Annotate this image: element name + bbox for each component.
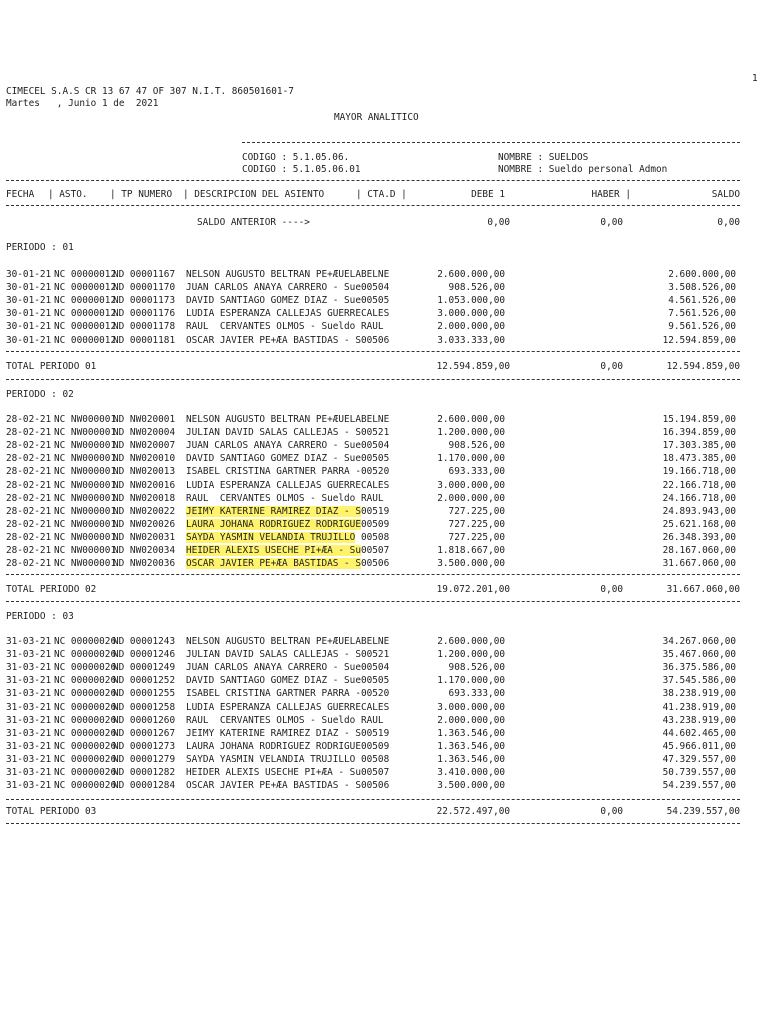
cell-tp-numero: ND NW020001 (113, 414, 176, 425)
cell-fecha: 31-03-21 (6, 649, 52, 660)
cell-descripcion: NELSON AUGUSTO BELTRAN PE+ÆUELA (186, 414, 361, 425)
cell-fecha: 30-01-21 (6, 321, 52, 332)
cell-descripcion: SAYDA YASMIN VELANDIA TRUJILLO (186, 532, 356, 543)
cell-fecha: 30-01-21 (6, 295, 52, 306)
cell-asto: NC NW000001 (54, 532, 117, 543)
cell-fecha: 28-02-21 (6, 440, 52, 451)
cell-saldo: 43.238.919,00 (662, 715, 736, 726)
cell-descripcion: JULIAN DAVID SALAS CALLEJAS - S (186, 649, 361, 660)
cell-tp-numero: ND NW020018 (113, 493, 176, 504)
cell-cta: 00519 (361, 728, 390, 739)
cell-saldo: 31.667.060,00 (662, 558, 736, 569)
period-label: PERIODO : 02 (6, 389, 74, 400)
cell-tp-numero: ND 00001176 (113, 308, 176, 319)
total-debe: 12.594.859,00 (436, 361, 510, 372)
cell-saldo: 41.238.919,00 (662, 702, 736, 713)
account-name-2: NOMBRE : Sueldo personal Admon (498, 164, 668, 175)
account-name-1: NOMBRE : SUELDOS (498, 152, 589, 163)
cell-fecha: 30-01-21 (6, 308, 52, 319)
cell-tp-numero: ND 00001173 (113, 295, 176, 306)
cell-asto: NC 00000012 (54, 282, 117, 293)
cell-saldo: 35.467.060,00 (662, 649, 736, 660)
period-label: PERIODO : 03 (6, 611, 74, 622)
cell-cta: CALES (361, 702, 390, 713)
cell-debe: 2.600.000,00 (437, 269, 505, 280)
cell-fecha: 31-03-21 (6, 675, 52, 686)
cell-fecha: 28-02-21 (6, 519, 52, 530)
total-saldo: 12.594.859,00 (666, 361, 740, 372)
cell-asto: NC NW000001 (54, 427, 117, 438)
cell-cta: 00507 (361, 767, 390, 778)
cell-asto: NC 00000026 (54, 754, 117, 765)
cell-fecha: 31-03-21 (6, 715, 52, 726)
cell-descripcion: LAURA JOHANA RODRIGUEZ RODRIGUE (186, 519, 361, 530)
cell-saldo: 15.194.859,00 (662, 414, 736, 425)
cell-cta: 00504 (361, 282, 390, 293)
divider (6, 379, 740, 380)
cell-tp-numero: ND 00001243 (113, 636, 176, 647)
cell-fecha: 28-02-21 (6, 545, 52, 556)
account-code-2: CODIGO : 5.1.05.06.01 (242, 164, 361, 175)
cell-asto: NC 00000026 (54, 649, 117, 660)
total-debe: 22.572.497,00 (436, 806, 510, 817)
cell-descripcion: LUDIA ESPERANZA CALLEJAS GUERRE (186, 480, 361, 491)
cell-saldo: 3.508.526,00 (668, 282, 736, 293)
cell-saldo: 17.303.385,00 (662, 440, 736, 451)
cell-tp-numero: ND 00001255 (113, 688, 176, 699)
cell-asto: NC NW000001 (54, 558, 117, 569)
cell-tp-numero: ND 00001282 (113, 767, 176, 778)
cell-fecha: 31-03-21 (6, 662, 52, 673)
divider (6, 799, 740, 800)
cell-debe: 3.000.000,00 (437, 702, 505, 713)
cell-asto: NC NW000001 (54, 453, 117, 464)
header-cta: | CTA.D | (356, 189, 407, 200)
cell-fecha: 31-03-21 (6, 702, 52, 713)
saldo-anterior-haber: 0,00 (600, 217, 623, 228)
cell-debe: 908.526,00 (448, 440, 505, 451)
total-saldo: 31.667.060,00 (666, 584, 740, 595)
cell-fecha: 31-03-21 (6, 780, 52, 791)
cell-tp-numero: ND NW020010 (113, 453, 176, 464)
cell-saldo: 16.394.859,00 (662, 427, 736, 438)
cell-asto: NC 00000026 (54, 715, 117, 726)
cell-saldo: 37.545.586,00 (662, 675, 736, 686)
period-label: PERIODO : 01 (6, 242, 74, 253)
cell-cta: 00519 (361, 506, 390, 517)
header-debe: DEBE 1 (471, 189, 505, 200)
cell-fecha: 28-02-21 (6, 414, 52, 425)
cell-debe: 3.000.000,00 (437, 480, 505, 491)
cell-asto: NC NW000001 (54, 493, 117, 504)
cell-asto: NC 00000012 (54, 269, 117, 280)
cell-cta: 00505 (361, 675, 390, 686)
cell-descripcion: JUAN CARLOS ANAYA CARRERO - Sue (186, 440, 361, 451)
cell-descripcion: HEIDER ALEXIS USECHE PI+ÆA - Su (186, 545, 361, 556)
cell-asto: NC NW000001 (54, 440, 117, 451)
cell-saldo: 45.966.011,00 (662, 741, 736, 752)
cell-fecha: 31-03-21 (6, 754, 52, 765)
cell-saldo: 47.329.557,00 (662, 754, 736, 765)
cell-asto: NC 00000026 (54, 728, 117, 739)
cell-saldo: 54.239.557,00 (662, 780, 736, 791)
cell-asto: NC 00000026 (54, 675, 117, 686)
cell-cta: 00509 (361, 519, 390, 530)
cell-cta: 00506 (361, 558, 390, 569)
cell-cta: 00506 (361, 780, 390, 791)
cell-debe: 3.410.000,00 (437, 767, 505, 778)
cell-descripcion: NELSON AUGUSTO BELTRAN PE+ÆUELA (186, 269, 361, 280)
cell-saldo: 7.561.526,00 (668, 308, 736, 319)
cell-cta: 00521 (361, 649, 390, 660)
cell-saldo: 4.561.526,00 (668, 295, 736, 306)
cell-fecha: 31-03-21 (6, 688, 52, 699)
total-haber: 0,00 (600, 361, 623, 372)
cell-saldo: 24.166.718,00 (662, 493, 736, 504)
report-date: Martes , Junio 1 de 2021 (6, 98, 159, 109)
cell-debe: 1.818.667,00 (437, 545, 505, 556)
cell-debe: 1.363.546,00 (437, 728, 505, 739)
cell-debe: 3.033.333,00 (437, 335, 505, 346)
total-label: TOTAL PERIODO 03 (6, 806, 97, 817)
cell-asto: NC 00000026 (54, 662, 117, 673)
saldo-anterior-saldo: 0,00 (717, 217, 740, 228)
cell-saldo: 18.473.385,00 (662, 453, 736, 464)
cell-debe: 693.333,00 (448, 466, 505, 477)
header-haber: HABER | (591, 189, 631, 200)
cell-debe: 908.526,00 (448, 662, 505, 673)
cell-cta: BELNE (361, 269, 390, 280)
cell-saldo: 19.166.718,00 (662, 466, 736, 477)
cell-descripcion: RAUL CERVANTES OLMOS - Sueldo (186, 715, 356, 726)
cell-fecha: 31-03-21 (6, 767, 52, 778)
cell-descripcion: ISABEL CRISTINA GARTNER PARRA - (186, 688, 361, 699)
cell-asto: NC NW000001 (54, 519, 117, 530)
cell-saldo: 44.602.465,00 (662, 728, 736, 739)
cell-saldo: 34.267.060,00 (662, 636, 736, 647)
cell-fecha: 30-01-21 (6, 335, 52, 346)
cell-asto: NC NW000001 (54, 506, 117, 517)
cell-descripcion: HEIDER ALEXIS USECHE PI+ÆA - Su (186, 767, 361, 778)
cell-cta: BELNE (361, 636, 390, 647)
cell-asto: NC 00000026 (54, 767, 117, 778)
cell-debe: 1.200.000,00 (437, 649, 505, 660)
cell-descripcion: JEIMY KATERINE RAMIREZ DIAZ - S (186, 506, 361, 517)
cell-saldo: 24.893.943,00 (662, 506, 736, 517)
cell-debe: 2.000.000,00 (437, 493, 505, 504)
cell-asto: NC NW000001 (54, 545, 117, 556)
cell-asto: NC 00000026 (54, 780, 117, 791)
cell-tp-numero: ND NW020013 (113, 466, 176, 477)
cell-fecha: 28-02-21 (6, 532, 52, 543)
cell-debe: 908.526,00 (448, 282, 505, 293)
cell-tp-numero: ND 00001258 (113, 702, 176, 713)
cell-descripcion: JUAN CARLOS ANAYA CARRERO - Sue (186, 282, 361, 293)
cell-debe: 1.170.000,00 (437, 453, 505, 464)
cell-cta: 00520 (361, 688, 390, 699)
cell-cta: 00508 (361, 754, 390, 765)
divider (6, 205, 740, 206)
cell-debe: 2.000.000,00 (437, 715, 505, 726)
cell-cta: 00508 (361, 532, 390, 543)
cell-saldo: 25.621.168,00 (662, 519, 736, 530)
cell-descripcion: JEIMY KATERINE RAMIREZ DIAZ - S (186, 728, 361, 739)
cell-descripcion: LUDIA ESPERANZA CALLEJAS GUERRE (186, 308, 361, 319)
divider (6, 823, 740, 824)
cell-tp-numero: ND NW020034 (113, 545, 176, 556)
cell-cta: 00506 (361, 335, 390, 346)
header-asto: | ASTO. (48, 189, 88, 200)
cell-descripcion: SAYDA YASMIN VELANDIA TRUJILLO (186, 754, 356, 765)
cell-saldo: 9.561.526,00 (668, 321, 736, 332)
cell-descripcion: JUAN CARLOS ANAYA CARRERO - Sue (186, 662, 361, 673)
cell-tp-numero: ND NW020022 (113, 506, 176, 517)
cell-descripcion: RAUL CERVANTES OLMOS - Sueldo (186, 321, 356, 332)
cell-debe: 727.225,00 (448, 532, 505, 543)
cell-tp-numero: ND 00001284 (113, 780, 176, 791)
cell-fecha: 28-02-21 (6, 453, 52, 464)
cell-descripcion: LAURA JOHANA RODRIGUEZ RODRIGUE (186, 741, 361, 752)
saldo-anterior-debe: 0,00 (487, 217, 510, 228)
cell-saldo: 36.375.586,00 (662, 662, 736, 673)
cell-descripcion: DAVID SANTIAGO GOMEZ DIAZ - Sue (186, 295, 361, 306)
cell-cta: BELNE (361, 414, 390, 425)
header-tp-numero: | TP NUMERO (110, 189, 173, 200)
divider (6, 180, 740, 181)
cell-fecha: 28-02-21 (6, 558, 52, 569)
cell-fecha: 30-01-21 (6, 282, 52, 293)
cell-cta: 00505 (361, 453, 390, 464)
cell-asto: NC 00000026 (54, 636, 117, 647)
cell-debe: 1.363.546,00 (437, 741, 505, 752)
cell-descripcion: DAVID SANTIAGO GOMEZ DIAZ - Sue (186, 453, 361, 464)
total-debe: 19.072.201,00 (436, 584, 510, 595)
cell-debe: 1.053.000,00 (437, 295, 505, 306)
cell-descripcion: JULIAN DAVID SALAS CALLEJAS - S (186, 427, 361, 438)
cell-saldo: 38.238.919,00 (662, 688, 736, 699)
cell-tp-numero: ND 00001260 (113, 715, 176, 726)
divider (242, 142, 740, 143)
cell-saldo: 12.594.859,00 (662, 335, 736, 346)
cell-fecha: 28-02-21 (6, 506, 52, 517)
cell-asto: NC 00000012 (54, 295, 117, 306)
cell-descripcion: OSCAR JAVIER PE+ÆA BASTIDAS - S (186, 335, 361, 346)
cell-debe: 693.333,00 (448, 688, 505, 699)
cell-descripcion: LUDIA ESPERANZA CALLEJAS GUERRE (186, 702, 361, 713)
cell-cta: 00509 (361, 741, 390, 752)
cell-asto: NC 00000026 (54, 688, 117, 699)
cell-cta: CALES (361, 480, 390, 491)
cell-asto: NC 00000026 (54, 702, 117, 713)
cell-fecha: 28-02-21 (6, 480, 52, 491)
cell-asto: NC NW000001 (54, 480, 117, 491)
cell-tp-numero: ND NW020016 (113, 480, 176, 491)
cell-fecha: 31-03-21 (6, 728, 52, 739)
header-saldo: SALDO (711, 189, 740, 200)
cell-saldo: 50.739.557,00 (662, 767, 736, 778)
cell-debe: 727.225,00 (448, 519, 505, 530)
cell-fecha: 28-02-21 (6, 493, 52, 504)
cell-tp-numero: ND 00001170 (113, 282, 176, 293)
cell-tp-numero: ND 00001181 (113, 335, 176, 346)
report-title: MAYOR ANALITICO (334, 112, 419, 123)
cell-fecha: 31-03-21 (6, 636, 52, 647)
cell-asto: NC 00000026 (54, 741, 117, 752)
total-haber: 0,00 (600, 806, 623, 817)
cell-tp-numero: ND 00001267 (113, 728, 176, 739)
cell-tp-numero: ND 00001246 (113, 649, 176, 660)
cell-debe: 1.200.000,00 (437, 427, 505, 438)
cell-cta: CALES (361, 308, 390, 319)
header-descripcion: | DESCRIPCION DEL ASIENTO (183, 189, 325, 200)
saldo-anterior-label: SALDO ANTERIOR ----> (197, 217, 310, 228)
cell-debe: 2.600.000,00 (437, 636, 505, 647)
cell-asto: NC 00000012 (54, 321, 117, 332)
divider (6, 351, 740, 352)
company-header: CIMECEL S.A.S CR 13 67 47 OF 307 N.I.T. 860501601-7 (6, 86, 294, 97)
cell-debe: 3.500.000,00 (437, 558, 505, 569)
total-haber: 0,00 (600, 584, 623, 595)
cell-cta: RAUL (361, 715, 384, 726)
cell-debe: 727.225,00 (448, 506, 505, 517)
cell-descripcion: NELSON AUGUSTO BELTRAN PE+ÆUELA (186, 636, 361, 647)
header-fecha: FECHA (6, 189, 35, 200)
cell-saldo: 22.166.718,00 (662, 480, 736, 491)
cell-descripcion: DAVID SANTIAGO GOMEZ DIAZ - Sue (186, 675, 361, 686)
cell-descripcion: RAUL CERVANTES OLMOS - Sueldo (186, 493, 356, 504)
cell-debe: 3.000.000,00 (437, 308, 505, 319)
cell-saldo: 28.167.060,00 (662, 545, 736, 556)
cell-debe: 1.363.546,00 (437, 754, 505, 765)
cell-cta: 00507 (361, 545, 390, 556)
cell-asto: NC 00000012 (54, 335, 117, 346)
cell-tp-numero: ND 00001279 (113, 754, 176, 765)
cell-tp-numero: ND 00001178 (113, 321, 176, 332)
cell-fecha: 30-01-21 (6, 269, 52, 280)
total-label: TOTAL PERIODO 01 (6, 361, 97, 372)
cell-descripcion: OSCAR JAVIER PE+ÆA BASTIDAS - S (186, 558, 361, 569)
cell-debe: 3.500.000,00 (437, 780, 505, 791)
cell-asto: NC NW000001 (54, 414, 117, 425)
cell-cta: 00504 (361, 440, 390, 451)
cell-tp-numero: ND NW020031 (113, 532, 176, 543)
divider (6, 574, 740, 575)
cell-tp-numero: ND NW020004 (113, 427, 176, 438)
cell-tp-numero: ND 00001252 (113, 675, 176, 686)
cell-fecha: 28-02-21 (6, 466, 52, 477)
divider (6, 601, 740, 602)
total-label: TOTAL PERIODO 02 (6, 584, 97, 595)
cell-descripcion: ISABEL CRISTINA GARTNER PARRA - (186, 466, 361, 477)
cell-cta: 00521 (361, 427, 390, 438)
cell-cta: 00520 (361, 466, 390, 477)
cell-debe: 2.000.000,00 (437, 321, 505, 332)
cell-cta: 00505 (361, 295, 390, 306)
cell-tp-numero: ND NW020036 (113, 558, 176, 569)
cell-tp-numero: ND NW020026 (113, 519, 176, 530)
cell-fecha: 28-02-21 (6, 427, 52, 438)
page-number: 1 (752, 73, 758, 84)
cell-descripcion: OSCAR JAVIER PE+ÆA BASTIDAS - S (186, 780, 361, 791)
cell-debe: 2.600.000,00 (437, 414, 505, 425)
cell-fecha: 31-03-21 (6, 741, 52, 752)
total-saldo: 54.239.557,00 (666, 806, 740, 817)
cell-cta: RAUL (361, 321, 384, 332)
cell-debe: 1.170.000,00 (437, 675, 505, 686)
cell-cta: 00504 (361, 662, 390, 673)
cell-tp-numero: ND 00001273 (113, 741, 176, 752)
cell-asto: NC 00000012 (54, 308, 117, 319)
cell-saldo: 2.600.000,00 (668, 269, 736, 280)
cell-tp-numero: ND 00001167 (113, 269, 176, 280)
cell-tp-numero: ND 00001249 (113, 662, 176, 673)
cell-asto: NC NW000001 (54, 466, 117, 477)
cell-tp-numero: ND NW020007 (113, 440, 176, 451)
cell-cta: RAUL (361, 493, 384, 504)
cell-saldo: 26.348.393,00 (662, 532, 736, 543)
account-code-1: CODIGO : 5.1.05.06. (242, 152, 350, 163)
